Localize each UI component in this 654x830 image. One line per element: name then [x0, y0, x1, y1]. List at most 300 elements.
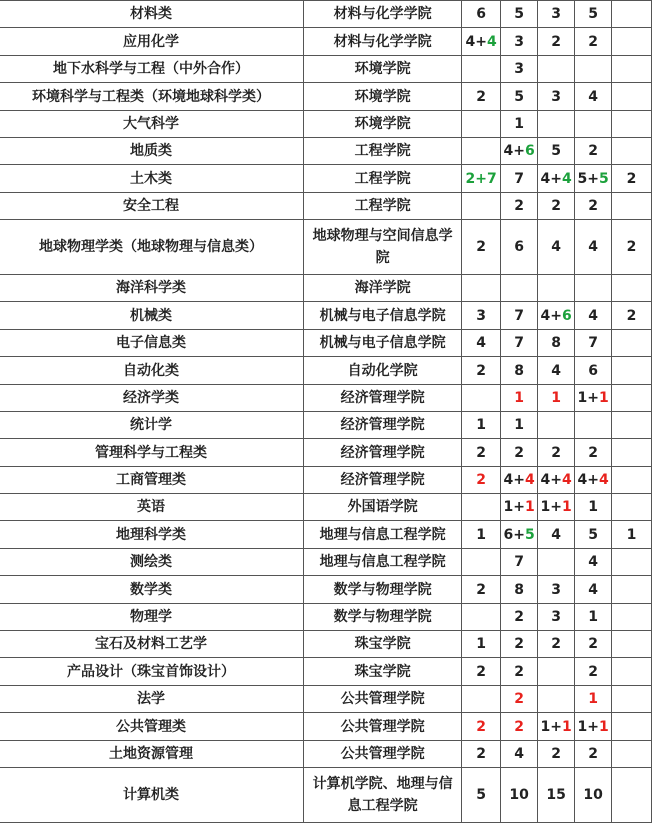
quota-value: 5	[551, 143, 561, 159]
quota-cell	[575, 741, 612, 768]
quota-value: 1+	[577, 390, 599, 406]
quota-cell	[501, 302, 538, 330]
quota-cell	[612, 494, 652, 521]
quota-value: 4	[514, 746, 525, 762]
table-row	[0, 193, 652, 220]
major-cell: 统计学	[0, 412, 304, 439]
table-row	[0, 83, 652, 111]
quota-value: 7	[514, 335, 525, 351]
table-row	[0, 658, 652, 686]
school-cell: 外国语学院	[304, 494, 462, 521]
school-cell: 经济管理学院	[304, 467, 462, 494]
major-cell: 工商管理类	[0, 467, 304, 494]
quota-value: 6	[514, 239, 525, 255]
school-cell: 珠宝学院	[304, 658, 462, 686]
quota-cell	[462, 385, 501, 412]
quota-cell	[538, 604, 575, 631]
quota-value: 2	[551, 746, 561, 762]
table-row	[0, 275, 652, 302]
quota-cell	[462, 357, 501, 385]
quota-cell	[538, 330, 575, 357]
quota-cell	[575, 138, 612, 165]
quota-cell	[575, 220, 612, 275]
quota-value: 2	[476, 88, 487, 105]
quota-cell	[575, 631, 612, 658]
school-cell: 材料与化学学院	[304, 1, 462, 28]
quota-cell	[612, 193, 652, 220]
quota-cell	[538, 357, 575, 385]
quota-value: 4+	[540, 170, 562, 187]
school-cell: 自动化学院	[304, 357, 462, 385]
quota-cell	[462, 302, 501, 330]
quota-cell	[538, 549, 575, 576]
quota-value: 2	[588, 746, 598, 762]
quota-value: 3	[514, 33, 525, 50]
school-cell: 地理与信息工程学院	[304, 549, 462, 576]
school-cell: 公共管理学院	[304, 686, 462, 713]
quota-value: 10	[583, 787, 603, 803]
quota-cell	[501, 28, 538, 56]
major-cell: 地质类	[0, 138, 304, 165]
quota-value: 2	[626, 239, 637, 255]
table-body	[0, 1, 652, 823]
quota-cell	[538, 576, 575, 604]
table-row	[0, 357, 652, 385]
quota-value: 4	[525, 472, 535, 488]
quota-cell	[612, 138, 652, 165]
quota-value: 4	[588, 554, 598, 570]
major-cell: 宝石及材料工艺学	[0, 631, 304, 658]
quota-value: 8	[551, 335, 561, 351]
quota-cell	[462, 83, 501, 111]
quota-cell	[612, 439, 652, 467]
school-cell: 经济管理学院	[304, 385, 462, 412]
quota-value: 5	[514, 88, 525, 105]
quota-cell	[612, 713, 652, 741]
quota-cell	[612, 521, 652, 549]
major-cell: 法学	[0, 686, 304, 713]
quota-cell	[575, 549, 612, 576]
quota-cell	[575, 658, 612, 686]
quota-value: 4	[598, 472, 609, 488]
quota-value: 6+	[503, 526, 526, 543]
quota-cell	[501, 357, 538, 385]
quota-value: 3	[551, 581, 561, 598]
major-cell: 数学类	[0, 576, 304, 604]
quota-cell	[538, 220, 575, 275]
quota-cell	[612, 56, 652, 83]
quota-value: 2+	[465, 170, 488, 187]
major-cell: 管理科学与工程类	[0, 439, 304, 467]
quota-value: 1	[476, 636, 487, 652]
quota-value: 1	[588, 499, 598, 515]
quota-value: 1+	[540, 499, 562, 515]
quota-value: 2	[514, 718, 525, 735]
quota-cell	[462, 576, 501, 604]
quota-cell	[575, 357, 612, 385]
major-cell: 物理学	[0, 604, 304, 631]
quota-cell	[538, 631, 575, 658]
quota-cell	[538, 521, 575, 549]
quota-cell	[575, 330, 612, 357]
school-cell: 地理与信息工程学院	[304, 521, 462, 549]
quota-value: 2	[626, 307, 637, 324]
quota-value: 5	[514, 6, 525, 22]
quota-value: 2	[551, 444, 561, 461]
table-row	[0, 330, 652, 357]
quota-cell	[462, 521, 501, 549]
quota-value: 6	[525, 143, 535, 159]
major-cell: 电子信息类	[0, 330, 304, 357]
quota-cell	[501, 165, 538, 193]
quota-value: 7	[487, 170, 497, 187]
table-row	[0, 467, 652, 494]
quota-cell	[575, 768, 612, 823]
table-row	[0, 111, 652, 138]
quota-value: 4+	[540, 307, 562, 324]
school-cell: 材料与化学学院	[304, 28, 462, 56]
quota-cell	[612, 111, 652, 138]
quota-value: 1	[562, 718, 572, 735]
quota-cell	[575, 521, 612, 549]
quota-cell	[612, 330, 652, 357]
quota-cell	[462, 330, 501, 357]
quota-cell	[575, 56, 612, 83]
quota-cell	[612, 631, 652, 658]
quota-value: 2	[551, 33, 561, 50]
quota-cell	[501, 686, 538, 713]
quota-value: 2	[514, 198, 525, 214]
quota-value: 1+	[540, 718, 562, 735]
quota-cell	[501, 330, 538, 357]
table-row	[0, 165, 652, 193]
school-cell: 工程学院	[304, 138, 462, 165]
quota-cell	[612, 604, 652, 631]
school-cell: 机械与电子信息学院	[304, 330, 462, 357]
quota-cell	[462, 604, 501, 631]
quota-cell	[462, 658, 501, 686]
school-cell: 经济管理学院	[304, 412, 462, 439]
quota-cell	[501, 412, 538, 439]
school-cell: 工程学院	[304, 193, 462, 220]
quota-cell	[462, 713, 501, 741]
quota-cell	[575, 165, 612, 193]
quota-cell	[462, 741, 501, 768]
quota-cell	[575, 713, 612, 741]
quota-cell	[612, 165, 652, 193]
table-row	[0, 713, 652, 741]
quota-cell	[575, 302, 612, 330]
quota-value: 5	[598, 170, 609, 187]
quota-cell	[575, 494, 612, 521]
quota-value: 2	[514, 691, 525, 707]
quota-value: 2	[626, 170, 637, 187]
quota-value: 8	[514, 581, 525, 598]
quota-cell	[612, 412, 652, 439]
quota-value: 4+	[540, 472, 562, 488]
quota-cell	[538, 138, 575, 165]
quota-cell	[575, 83, 612, 111]
quota-value: 1+	[503, 499, 526, 515]
major-cell: 公共管理类	[0, 713, 304, 741]
school-cell: 机械与电子信息学院	[304, 302, 462, 330]
quota-cell	[462, 412, 501, 439]
quota-cell	[501, 604, 538, 631]
quota-cell	[538, 193, 575, 220]
quota-value: 4	[551, 526, 561, 543]
quota-cell	[538, 1, 575, 28]
school-cell: 珠宝学院	[304, 631, 462, 658]
quota-cell	[501, 220, 538, 275]
quota-cell	[612, 467, 652, 494]
quota-value: 1	[626, 526, 637, 543]
quota-cell	[612, 275, 652, 302]
table-row	[0, 1, 652, 28]
quota-cell	[538, 111, 575, 138]
quota-value: 6	[476, 6, 487, 22]
quota-cell	[462, 686, 501, 713]
school-cell: 经济管理学院	[304, 439, 462, 467]
quota-cell	[501, 768, 538, 823]
quota-value: 4+	[465, 33, 488, 50]
table-row	[0, 56, 652, 83]
quota-value: 5+	[577, 170, 599, 187]
school-cell: 工程学院	[304, 165, 462, 193]
quota-value: 3	[551, 88, 561, 105]
quota-cell	[575, 686, 612, 713]
quota-cell	[501, 1, 538, 28]
school-cell: 数学与物理学院	[304, 604, 462, 631]
quota-value: 3	[551, 609, 561, 625]
quota-cell	[612, 1, 652, 28]
major-cell: 大气科学	[0, 111, 304, 138]
quota-cell	[462, 138, 501, 165]
quota-value: 7	[588, 335, 598, 351]
table-row	[0, 576, 652, 604]
major-cell: 地下水科学与工程（中外合作）	[0, 56, 304, 83]
table-row	[0, 302, 652, 330]
quota-value: 5	[588, 526, 598, 543]
quota-value: 4+	[577, 472, 599, 488]
quota-value: 2	[551, 636, 561, 652]
major-cell: 材料类	[0, 1, 304, 28]
quota-value: 4	[562, 472, 572, 488]
school-cell: 海洋学院	[304, 275, 462, 302]
quota-cell	[501, 631, 538, 658]
quota-cell	[538, 467, 575, 494]
quota-value: 4	[588, 88, 598, 105]
quota-value: 2	[476, 718, 487, 735]
major-cell: 经济学类	[0, 385, 304, 412]
quota-value: 1	[598, 718, 609, 735]
quota-cell	[501, 467, 538, 494]
quota-value: 2	[588, 143, 598, 159]
quota-value: 2	[588, 636, 598, 652]
quota-cell	[538, 385, 575, 412]
quota-cell	[501, 56, 538, 83]
quota-value: 2	[514, 636, 525, 652]
quota-value: 6	[562, 307, 572, 324]
quota-cell	[462, 111, 501, 138]
table-row	[0, 220, 652, 275]
quota-value: 2	[476, 362, 487, 379]
quota-cell	[538, 713, 575, 741]
quota-cell	[612, 741, 652, 768]
quota-value: 4+	[503, 143, 526, 159]
quota-value: 2	[476, 581, 487, 598]
quota-value: 2	[476, 663, 487, 680]
quota-cell	[538, 686, 575, 713]
quota-value: 5	[588, 6, 598, 22]
quota-value: 1	[514, 390, 525, 406]
quota-cell	[462, 220, 501, 275]
quota-value: 2	[551, 198, 561, 214]
quota-cell	[538, 56, 575, 83]
quota-cell	[538, 165, 575, 193]
quota-cell	[538, 494, 575, 521]
quota-value: 1	[476, 417, 487, 433]
quota-cell	[462, 631, 501, 658]
quota-cell	[538, 275, 575, 302]
quota-value: 4	[476, 335, 487, 351]
quota-cell	[462, 165, 501, 193]
major-cell: 环境科学与工程类（环境地球科学类）	[0, 83, 304, 111]
school-cell: 环境学院	[304, 111, 462, 138]
quota-value: 4	[588, 239, 598, 255]
quota-value: 1	[598, 390, 609, 406]
quota-value: 10	[509, 787, 529, 803]
school-cell: 公共管理学院	[304, 713, 462, 741]
major-cell: 测绘类	[0, 549, 304, 576]
quota-cell	[612, 357, 652, 385]
major-cell: 计算机类	[0, 768, 304, 823]
quota-cell	[612, 220, 652, 275]
quota-value: 7	[514, 554, 525, 570]
table-row	[0, 604, 652, 631]
table-row	[0, 768, 652, 823]
quota-cell	[612, 768, 652, 823]
quota-cell	[501, 741, 538, 768]
quota-value: 3	[476, 307, 487, 324]
quota-cell	[462, 467, 501, 494]
quota-value: 4	[487, 33, 497, 50]
quota-value: 2	[588, 444, 598, 461]
quota-cell	[462, 275, 501, 302]
quota-value: 2	[476, 472, 487, 488]
school-cell: 环境学院	[304, 83, 462, 111]
quota-cell	[612, 576, 652, 604]
quota-cell	[612, 302, 652, 330]
quota-cell	[462, 439, 501, 467]
table-row	[0, 631, 652, 658]
major-cell: 机械类	[0, 302, 304, 330]
quota-value: 1	[551, 390, 561, 406]
quota-value: 2	[476, 239, 487, 255]
quota-cell	[462, 56, 501, 83]
school-cell: 公共管理学院	[304, 741, 462, 768]
quota-cell	[575, 439, 612, 467]
quota-value: 4	[588, 581, 598, 598]
major-cell: 土木类	[0, 165, 304, 193]
quota-cell	[501, 385, 538, 412]
quota-value: 8	[514, 362, 525, 379]
quota-value: 3	[551, 6, 561, 22]
quota-cell	[575, 385, 612, 412]
quota-value: 5	[476, 787, 487, 803]
quota-cell	[501, 111, 538, 138]
quota-cell	[501, 549, 538, 576]
table-row	[0, 494, 652, 521]
quota-cell	[462, 28, 501, 56]
major-cell: 应用化学	[0, 28, 304, 56]
quota-cell	[538, 439, 575, 467]
quota-value: 5	[525, 526, 535, 543]
quota-cell	[501, 494, 538, 521]
quota-value: 1+	[577, 718, 599, 735]
quota-cell	[538, 83, 575, 111]
quota-value: 3	[514, 61, 525, 77]
quota-value: 1	[476, 526, 487, 543]
quota-cell	[501, 439, 538, 467]
school-cell: 计算机学院、地理与信息工程学院	[304, 768, 462, 823]
quota-value: 1	[562, 499, 572, 515]
major-cell: 产品设计（珠宝首饰设计）	[0, 658, 304, 686]
quota-cell	[575, 28, 612, 56]
quota-value: 2	[514, 609, 525, 625]
quota-value: 2	[588, 663, 598, 680]
quota-value: 4	[551, 362, 561, 379]
school-cell: 地球物理与空间信息学院	[304, 220, 462, 275]
table-row	[0, 549, 652, 576]
quota-cell	[612, 83, 652, 111]
quota-cell	[501, 713, 538, 741]
quota-value: 2	[476, 444, 487, 461]
quota-cell	[612, 385, 652, 412]
major-cell: 地球物理学类（地球物理与信息类）	[0, 220, 304, 275]
major-cell: 安全工程	[0, 193, 304, 220]
quota-cell	[538, 741, 575, 768]
quota-cell	[575, 576, 612, 604]
major-cell: 英语	[0, 494, 304, 521]
quota-cell	[462, 768, 501, 823]
quota-value: 1	[588, 609, 598, 625]
quota-cell	[575, 604, 612, 631]
quota-value: 7	[514, 307, 525, 324]
quota-value: 4	[562, 170, 572, 187]
quota-cell	[575, 193, 612, 220]
quota-cell	[538, 768, 575, 823]
table-row	[0, 521, 652, 549]
quota-value: 2	[588, 198, 598, 214]
quota-cell	[575, 111, 612, 138]
quota-value: 15	[546, 787, 566, 803]
quota-value: 2	[514, 444, 525, 461]
quota-cell	[612, 549, 652, 576]
quota-cell	[612, 686, 652, 713]
quota-value: 4	[551, 239, 561, 255]
quota-value: 1	[514, 116, 525, 132]
major-cell: 土地资源管理	[0, 741, 304, 768]
quota-cell	[462, 549, 501, 576]
quota-value: 2	[514, 663, 525, 680]
major-cell: 海洋科学类	[0, 275, 304, 302]
quota-cell	[501, 576, 538, 604]
quota-cell	[501, 193, 538, 220]
quota-cell	[501, 83, 538, 111]
quota-cell	[575, 467, 612, 494]
quota-cell	[538, 412, 575, 439]
quota-cell	[538, 28, 575, 56]
